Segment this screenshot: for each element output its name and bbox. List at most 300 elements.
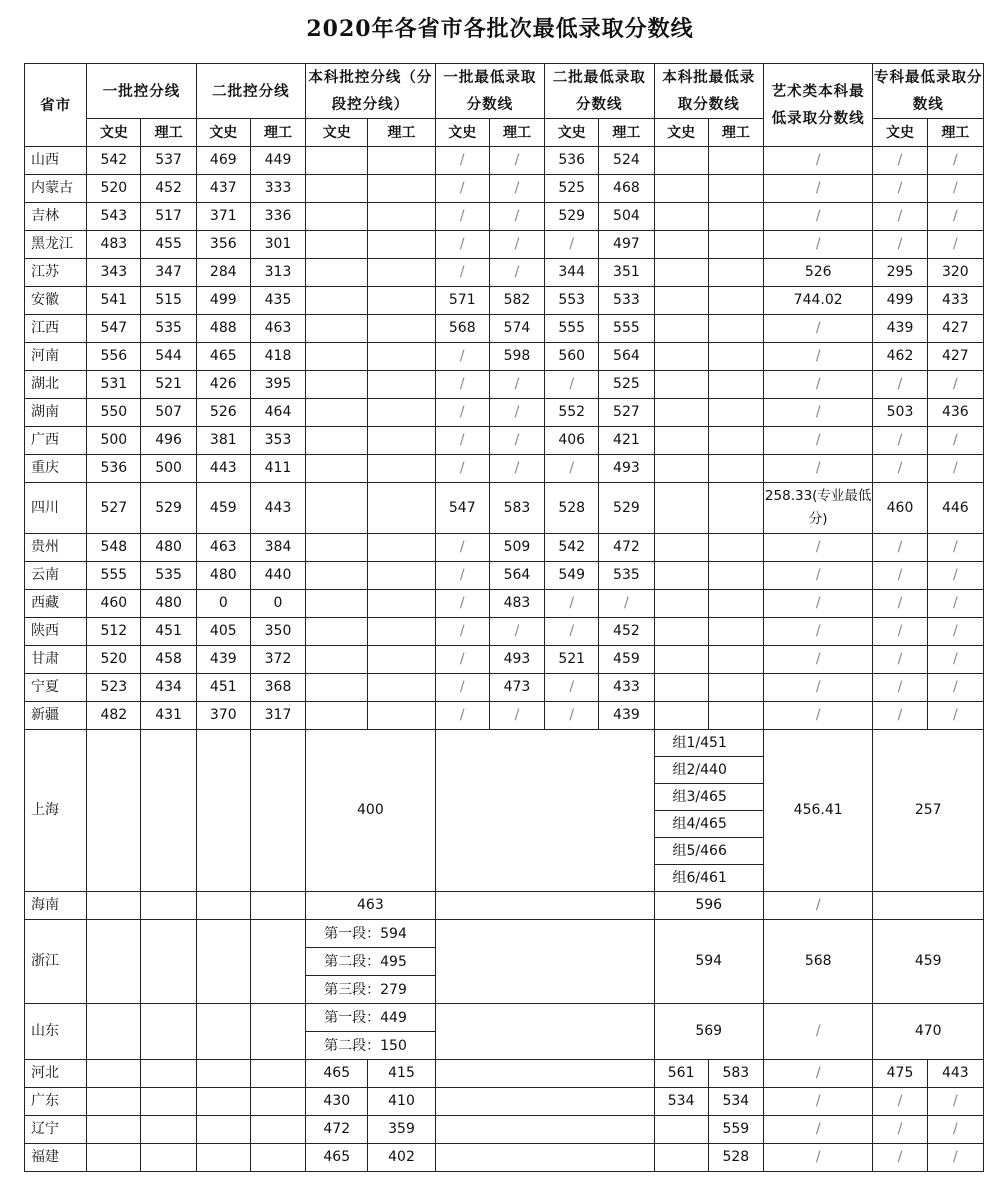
score-cell	[654, 315, 708, 343]
score-cell: 347	[141, 259, 196, 287]
score-cell: 493	[599, 455, 654, 483]
score-cell	[654, 1144, 708, 1172]
score-cell: 451	[141, 618, 196, 646]
score-cell: /	[489, 231, 544, 259]
header-erpi-ctrl: 二批控分线	[196, 64, 305, 119]
score-cell: 436	[927, 399, 983, 427]
score-cell: 443	[927, 1060, 983, 1088]
empty-cell	[250, 1144, 305, 1172]
table-row	[25, 455, 984, 483]
score-cell: /	[545, 674, 599, 702]
score-cell	[306, 315, 368, 343]
table-row	[25, 483, 984, 534]
table-row	[25, 427, 984, 455]
score-cell: 406	[545, 427, 599, 455]
score-cell: 531	[87, 371, 141, 399]
score-cell: 596	[654, 892, 763, 920]
empty-cell	[250, 1060, 305, 1088]
score-cell	[708, 399, 763, 427]
score-cell: 561	[654, 1060, 708, 1088]
score-cell: 529	[599, 483, 654, 534]
table-row	[25, 1088, 984, 1116]
score-cell: 353	[250, 427, 305, 455]
score-cell: 356	[196, 231, 250, 259]
score-cell: /	[763, 427, 872, 455]
score-cell: 411	[250, 455, 305, 483]
province-cell: 重庆	[25, 455, 87, 483]
score-cell: 284	[196, 259, 250, 287]
score-cell: 583	[489, 483, 544, 534]
province-cell: 黑龙江	[25, 231, 87, 259]
score-cell	[368, 371, 435, 399]
empty-cell	[196, 1060, 250, 1088]
empty-cell	[141, 892, 196, 920]
score-cell: 555	[599, 315, 654, 343]
score-cell: 371	[196, 203, 250, 231]
score-cell: 556	[87, 343, 141, 371]
score-cell: 459	[873, 920, 984, 1004]
score-cell: 462	[873, 343, 927, 371]
score-cell: 542	[545, 534, 599, 562]
score-cell: /	[873, 534, 927, 562]
score-cell: /	[763, 371, 872, 399]
empty-cell	[196, 1144, 250, 1172]
score-cell: 535	[599, 562, 654, 590]
score-cell: 536	[545, 147, 599, 175]
empty-cell	[87, 1060, 141, 1088]
score-cell: 517	[141, 203, 196, 231]
province-cell: 内蒙古	[25, 175, 87, 203]
score-cell: 499	[196, 287, 250, 315]
score-cell: 521	[141, 371, 196, 399]
table-row	[25, 1144, 984, 1172]
header-li: 理工	[927, 119, 983, 147]
table-row	[25, 343, 984, 371]
province-cell: 湖北	[25, 371, 87, 399]
score-cell: /	[927, 371, 983, 399]
score-cell	[654, 455, 708, 483]
score-cell: 421	[599, 427, 654, 455]
score-cell: /	[763, 1116, 872, 1144]
empty-cell	[435, 1088, 654, 1116]
page-title: 2020年各省市各批次最低录取分数线	[306, 16, 694, 42]
score-cell	[708, 534, 763, 562]
score-cell: /	[435, 259, 489, 287]
score-cell: 555	[87, 562, 141, 590]
empty-cell	[250, 1116, 305, 1144]
score-cell: /	[489, 618, 544, 646]
province-cell: 湖南	[25, 399, 87, 427]
table-row	[25, 203, 984, 231]
score-cell: 509	[489, 534, 544, 562]
score-cell: 528	[545, 483, 599, 534]
score-cell: 440	[250, 562, 305, 590]
header-li: 理工	[489, 119, 544, 147]
score-cell: 582	[489, 287, 544, 315]
score-cell	[654, 427, 708, 455]
score-cell: 465	[196, 343, 250, 371]
empty-cell	[250, 920, 305, 1004]
score-cell: /	[435, 175, 489, 203]
score-cell	[306, 399, 368, 427]
empty-cell	[196, 1116, 250, 1144]
score-cell	[708, 562, 763, 590]
score-cell: /	[927, 147, 983, 175]
empty-cell	[87, 1116, 141, 1144]
score-cell: 480	[141, 534, 196, 562]
score-cell	[708, 618, 763, 646]
score-cell	[306, 455, 368, 483]
score-cell	[306, 427, 368, 455]
score-cell	[306, 343, 368, 371]
score-cell: 451	[196, 674, 250, 702]
score-cell	[654, 702, 708, 730]
score-cell	[654, 646, 708, 674]
table-row	[25, 231, 984, 259]
score-cell: 443	[196, 455, 250, 483]
score-cell: 405	[196, 618, 250, 646]
segment-cell: 第三段：279	[306, 976, 436, 1004]
province-cell: 江西	[25, 315, 87, 343]
score-cell: 343	[87, 259, 141, 287]
score-cell: /	[927, 534, 983, 562]
province-cell: 甘肃	[25, 646, 87, 674]
score-cell: 535	[141, 315, 196, 343]
group-score-cell: 组1/451	[654, 730, 763, 757]
score-cell: 350	[250, 618, 305, 646]
table-row	[25, 175, 984, 203]
score-cell: /	[763, 562, 872, 590]
score-cell: /	[873, 618, 927, 646]
score-cell	[368, 455, 435, 483]
header-art-min: 艺术类本科最低录取分数线	[763, 64, 872, 147]
empty-cell	[250, 1088, 305, 1116]
province-cell: 贵州	[25, 534, 87, 562]
score-cell: 568	[435, 315, 489, 343]
table-row	[25, 147, 984, 175]
score-cell: 544	[141, 343, 196, 371]
score-cell: /	[435, 562, 489, 590]
score-cell	[368, 231, 435, 259]
score-cell: 439	[196, 646, 250, 674]
score-cell: /	[763, 147, 872, 175]
score-cell: 472	[599, 534, 654, 562]
score-cell: /	[489, 259, 544, 287]
score-cell	[654, 371, 708, 399]
score-cell: /	[545, 618, 599, 646]
score-cell: 499	[873, 287, 927, 315]
score-cell: 295	[873, 259, 927, 287]
score-cell: 525	[599, 371, 654, 399]
score-cell: /	[873, 590, 927, 618]
segment-cell: 第二段：495	[306, 948, 436, 976]
score-cell: /	[763, 702, 872, 730]
score-cell	[654, 562, 708, 590]
score-cell: 542	[87, 147, 141, 175]
province-cell: 江苏	[25, 259, 87, 287]
score-cell: 258.33(专业最低分)	[763, 483, 872, 534]
empty-cell	[250, 1004, 305, 1060]
score-cell: 426	[196, 371, 250, 399]
score-cell: 402	[368, 1144, 435, 1172]
score-cell	[368, 147, 435, 175]
score-cell: 533	[599, 287, 654, 315]
score-cell: 418	[250, 343, 305, 371]
score-cell	[306, 371, 368, 399]
score-cell	[306, 231, 368, 259]
score-cell: 333	[250, 175, 305, 203]
empty-cell	[141, 1004, 196, 1060]
score-cell	[306, 259, 368, 287]
score-cell: 483	[489, 590, 544, 618]
score-cell: 459	[196, 483, 250, 534]
score-cell	[368, 315, 435, 343]
header-li: 理工	[599, 119, 654, 147]
score-cell: 507	[141, 399, 196, 427]
score-cell: 598	[489, 343, 544, 371]
score-cell	[306, 175, 368, 203]
score-cell: 431	[141, 702, 196, 730]
score-cell: 480	[141, 590, 196, 618]
score-cell: 452	[141, 175, 196, 203]
empty-cell	[435, 730, 654, 892]
score-cell	[708, 427, 763, 455]
empty-cell	[196, 730, 250, 892]
score-cell: /	[599, 590, 654, 618]
score-cell: 456.41	[763, 730, 872, 892]
score-cell	[708, 259, 763, 287]
score-cell: /	[927, 1144, 983, 1172]
score-cell: 430	[306, 1088, 368, 1116]
score-cell	[368, 646, 435, 674]
score-cell: 469	[196, 147, 250, 175]
table-row	[25, 534, 984, 562]
score-cell: 503	[873, 399, 927, 427]
score-cell	[708, 674, 763, 702]
score-cell: /	[435, 231, 489, 259]
score-cell	[306, 618, 368, 646]
score-cell	[306, 674, 368, 702]
group-score-cell: 组5/466	[654, 838, 763, 865]
header-li: 理工	[250, 119, 305, 147]
score-cell	[708, 287, 763, 315]
score-cell: 527	[599, 399, 654, 427]
score-cell	[306, 702, 368, 730]
score-cell: 480	[196, 562, 250, 590]
score-cell: /	[927, 618, 983, 646]
score-cell: /	[873, 427, 927, 455]
score-cell	[306, 483, 368, 534]
empty-cell	[435, 1004, 654, 1060]
score-cell: 500	[87, 427, 141, 455]
score-cell: 320	[927, 259, 983, 287]
score-cell	[654, 534, 708, 562]
score-cell: 553	[545, 287, 599, 315]
score-cell	[654, 259, 708, 287]
score-cell: 560	[545, 343, 599, 371]
table-row	[25, 892, 984, 920]
score-cell: /	[763, 343, 872, 371]
province-cell: 广东	[25, 1088, 87, 1116]
empty-cell	[141, 1116, 196, 1144]
score-cell: 549	[545, 562, 599, 590]
score-cell: /	[927, 646, 983, 674]
score-cell	[708, 315, 763, 343]
empty-cell	[87, 892, 141, 920]
score-cell: /	[927, 1116, 983, 1144]
score-cell	[708, 175, 763, 203]
header-yipi-min: 一批最低录取分数线	[435, 64, 544, 119]
score-cell: /	[489, 147, 544, 175]
score-cell: /	[435, 371, 489, 399]
empty-cell	[196, 920, 250, 1004]
table-row	[25, 259, 984, 287]
score-cell: 529	[545, 203, 599, 231]
score-cell: 744.02	[763, 287, 872, 315]
score-cell: 526	[196, 399, 250, 427]
score-cell	[368, 674, 435, 702]
score-cell	[708, 646, 763, 674]
score-cell: 548	[87, 534, 141, 562]
score-cell: 534	[654, 1088, 708, 1116]
score-cell: /	[435, 399, 489, 427]
header-wen: 文史	[545, 119, 599, 147]
score-cell: /	[927, 203, 983, 231]
province-cell: 云南	[25, 562, 87, 590]
empty-cell	[141, 1088, 196, 1116]
score-cell: /	[873, 1144, 927, 1172]
segment-cell: 第二段：150	[306, 1032, 436, 1060]
empty-cell	[87, 1004, 141, 1060]
score-cell: /	[545, 702, 599, 730]
score-cell	[654, 175, 708, 203]
empty-cell	[87, 730, 141, 892]
score-cell: 410	[368, 1088, 435, 1116]
score-cell	[368, 175, 435, 203]
table-row	[25, 315, 984, 343]
score-cell: 336	[250, 203, 305, 231]
table-row	[25, 371, 984, 399]
score-cell: /	[763, 1144, 872, 1172]
score-cell: 400	[306, 730, 436, 892]
score-cell: 550	[87, 399, 141, 427]
score-cell: 523	[87, 674, 141, 702]
score-cell	[368, 287, 435, 315]
segment-cell: 第一段：449	[306, 1004, 436, 1032]
score-cell: /	[927, 455, 983, 483]
score-cell: /	[873, 674, 927, 702]
score-cell	[306, 147, 368, 175]
header-province: 省市	[25, 64, 87, 147]
score-cell: 535	[141, 562, 196, 590]
score-cell: /	[545, 590, 599, 618]
score-cell	[708, 371, 763, 399]
empty-cell	[141, 730, 196, 892]
score-cell	[654, 231, 708, 259]
score-cell: 504	[599, 203, 654, 231]
province-cell: 河南	[25, 343, 87, 371]
province-cell: 辽宁	[25, 1116, 87, 1144]
score-cell: /	[927, 702, 983, 730]
score-cell: 493	[489, 646, 544, 674]
score-cell	[654, 483, 708, 534]
province-cell: 四川	[25, 483, 87, 534]
score-cell: 555	[545, 315, 599, 343]
score-cell: 536	[87, 455, 141, 483]
score-cell	[654, 287, 708, 315]
score-cell: /	[763, 1004, 872, 1060]
score-cell: 526	[763, 259, 872, 287]
table-row	[25, 1060, 984, 1088]
header-wen: 文史	[873, 119, 927, 147]
score-cell: 512	[87, 618, 141, 646]
score-cell: /	[763, 534, 872, 562]
score-cell: 317	[250, 702, 305, 730]
score-cell: 521	[545, 646, 599, 674]
score-cell: /	[435, 702, 489, 730]
score-cell: 583	[708, 1060, 763, 1088]
score-cell: 527	[87, 483, 141, 534]
score-cell: /	[763, 646, 872, 674]
score-cell	[306, 646, 368, 674]
score-cell: /	[873, 175, 927, 203]
score-cell: /	[873, 1088, 927, 1116]
score-cell	[368, 259, 435, 287]
table-row	[25, 1004, 984, 1032]
table-row	[25, 674, 984, 702]
score-cell: 0	[196, 590, 250, 618]
header-li: 理工	[141, 119, 196, 147]
score-cell: /	[435, 618, 489, 646]
header-wen: 文史	[654, 119, 708, 147]
score-cell: 473	[489, 674, 544, 702]
group-score-cell: 组4/465	[654, 811, 763, 838]
score-cell: /	[927, 231, 983, 259]
score-cell: 465	[306, 1060, 368, 1088]
header-erpi-min: 二批最低录取分数线	[545, 64, 654, 119]
score-cell: 525	[545, 175, 599, 203]
score-cell: 427	[927, 343, 983, 371]
score-cell	[654, 343, 708, 371]
segment-cell: 第一段：594	[306, 920, 436, 948]
score-cell: /	[927, 1088, 983, 1116]
score-cell	[368, 483, 435, 534]
score-cell: /	[927, 562, 983, 590]
empty-cell	[435, 1144, 654, 1172]
table-row	[25, 702, 984, 730]
score-cell: 543	[87, 203, 141, 231]
empty-cell	[87, 1144, 141, 1172]
score-cell: /	[489, 399, 544, 427]
score-cell: 497	[599, 231, 654, 259]
province-cell: 安徽	[25, 287, 87, 315]
score-cell: 463	[250, 315, 305, 343]
score-cell: 257	[873, 730, 984, 892]
score-cell	[654, 399, 708, 427]
score-cell	[654, 590, 708, 618]
score-cell: 460	[87, 590, 141, 618]
score-cell: 496	[141, 427, 196, 455]
score-cell: 515	[141, 287, 196, 315]
score-cell: /	[873, 203, 927, 231]
score-cell: 500	[141, 455, 196, 483]
group-score-cell: 组3/465	[654, 784, 763, 811]
empty-cell	[873, 892, 984, 920]
empty-cell	[435, 892, 654, 920]
empty-cell	[87, 1088, 141, 1116]
province-cell: 河北	[25, 1060, 87, 1088]
score-cell: /	[489, 371, 544, 399]
